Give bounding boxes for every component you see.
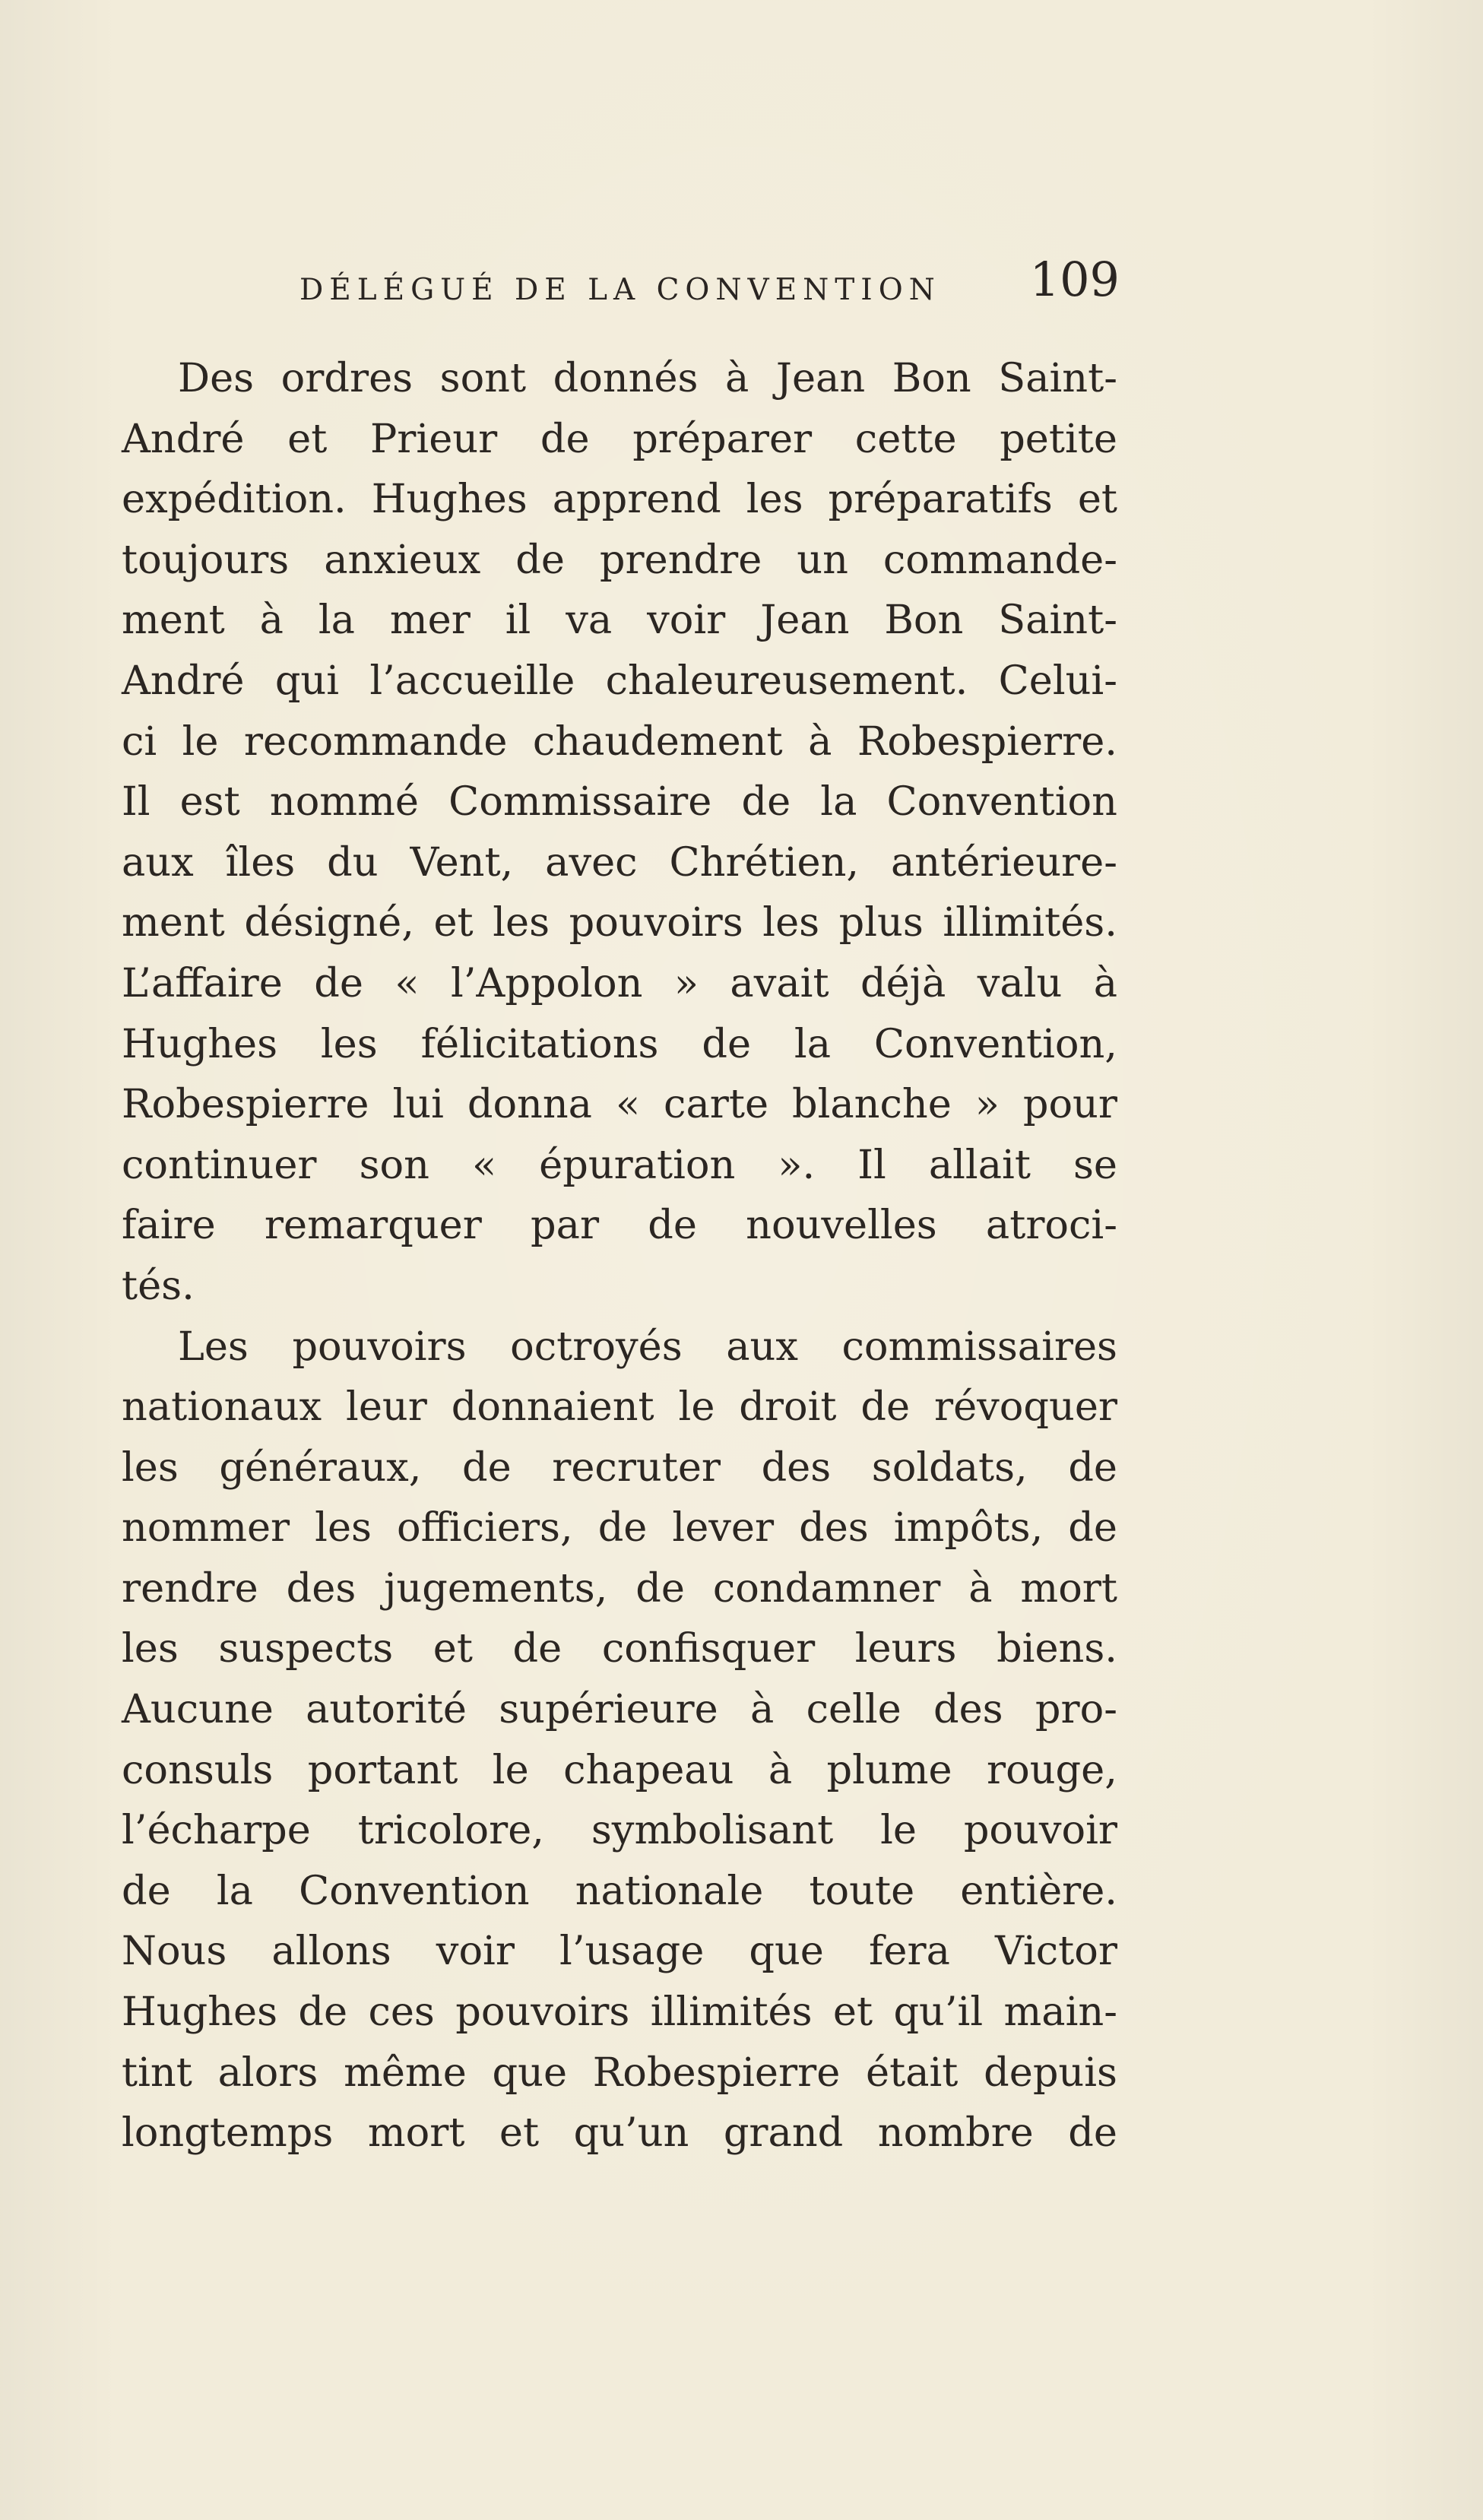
text-line: l’écharpe tricolore, symbolisant le pouvoir <box>122 1807 1117 1854</box>
text-line: Il est nommé Commissaire de la Convention <box>122 778 1117 826</box>
text-line: Aucune autorité supérieure à celle des pro- <box>122 1686 1117 1733</box>
text-line: ci le recommande chaudement à Robespierre. <box>122 718 1117 765</box>
text-line: nommer les officiers, de lever des impôts, de <box>122 1504 1117 1552</box>
text-line: nationaux leur donnaient le droit de révoquer <box>122 1384 1117 1431</box>
text-line: rendre des jugements, de condamner à mort <box>122 1564 1117 1612</box>
text-line: de la Convention nationale toute entière. <box>122 1867 1117 1914</box>
text-line: tés. <box>122 1262 195 1309</box>
text-line: Nous allons voir l’usage que fera Victor <box>122 1928 1117 1975</box>
text-line: Hughes de ces pouvoirs illimités et qu’il main- <box>122 1989 1117 2036</box>
text-line: faire remarquer par de nouvelles atroci- <box>122 1202 1117 1249</box>
text-line: les généraux, de recruter des soldats, de <box>122 1444 1117 1491</box>
text-line: André et Prieur de préparer cette petite <box>122 415 1117 462</box>
text-line: aux îles du Vent, avec Chrétien, antérieure- <box>122 838 1117 886</box>
text-line: ment à la mer il va voir Jean Bon Saint- <box>122 597 1117 644</box>
text-line: continuer son « épuration ». Il allait se <box>122 1141 1117 1188</box>
text-line: toujours anxieux de prendre un commande- <box>122 536 1117 583</box>
body-text <box>122 348 1117 2163</box>
page-header <box>290 252 1120 326</box>
text-line: expédition. Hughes apprend les préparatifs et <box>122 476 1117 523</box>
text-line: Les pouvoirs octroyés aux commissaires <box>178 1323 1117 1370</box>
text-line: André qui l’accueille chaleureusement. Celui- <box>122 657 1117 704</box>
text-line: longtemps mort et qu’un grand nombre de <box>122 2110 1117 2157</box>
text-line: Robespierre lui donna « carte blanche » pour <box>122 1081 1117 1128</box>
text-line: les suspects et de confisquer leurs biens. <box>122 1625 1117 1672</box>
page-number: 109 <box>1029 252 1120 307</box>
text-line: consuls portant le chapeau à plume rouge, <box>122 1746 1117 1793</box>
running-title: DÉLÉGUÉ DE LA CONVENTION <box>299 273 941 307</box>
text-line: Des ordres sont donnés à Jean Bon Saint- <box>178 355 1117 401</box>
text-line: tint alors même que Robespierre était depuis <box>122 2049 1117 2096</box>
text-line: Hughes les félicitations de la Convention, <box>122 1020 1117 1067</box>
text-line: ment désigné, et les pouvoirs les plus illimités. <box>122 899 1117 946</box>
text-line: L’affaire de « l’Appolon » avait déjà valu à <box>122 959 1117 1006</box>
